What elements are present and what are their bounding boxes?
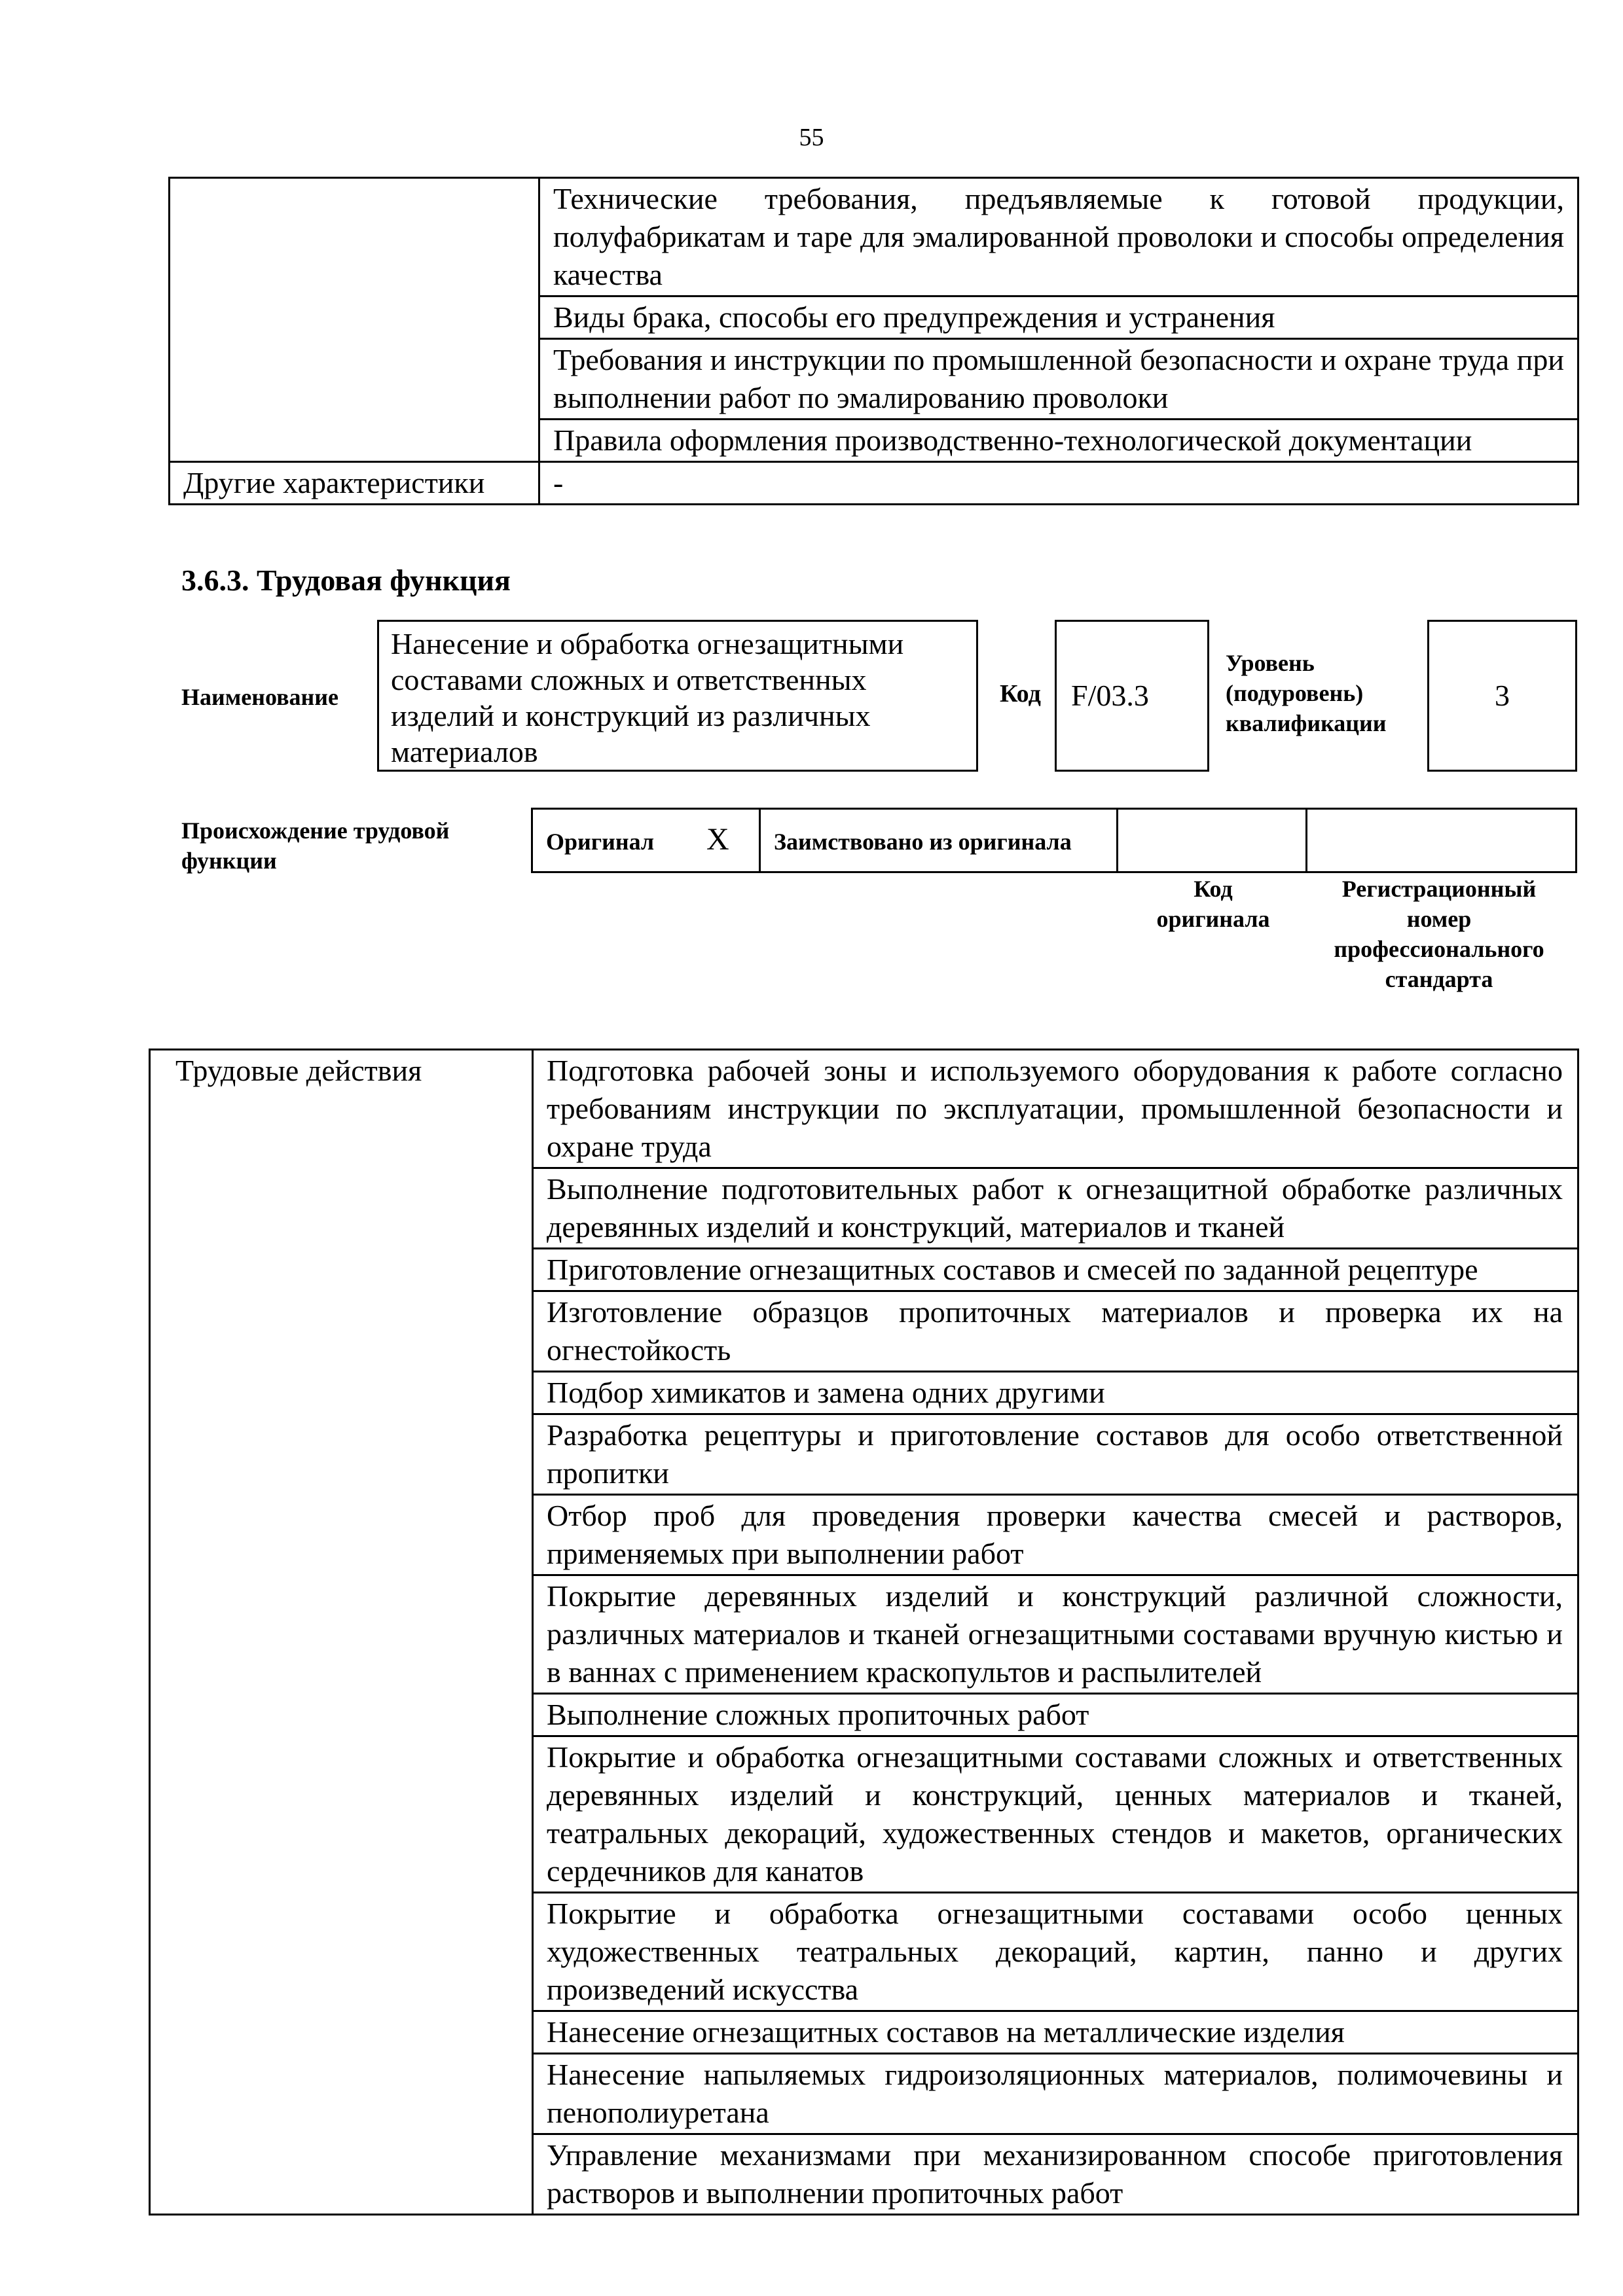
labor-action-item: Покрытие деревянных изделий и конструкций различной сложности, различных материалов и тканей огнезащитными составами вручную кистью и в ваннах с применением краскопультов и распылителей [533, 1575, 1578, 1694]
reg-number-caption: Регистрационный номер профессионального стандарта [1334, 876, 1544, 992]
other-characteristics-value: - [539, 462, 1578, 505]
labor-action-item: Выполнение подготовительных работ к огнезащитной обработке различных деревянных изделий и конструкций, материалов и тканей [533, 1168, 1578, 1249]
other-characteristics-label: Другие характеристики [170, 462, 539, 505]
labor-action-item: Управление механизмами при механизированном способе приготовления растворов и выполнении пропиточных работ [533, 2134, 1578, 2215]
labor-actions-table [149, 1049, 1579, 2215]
labor-action-item: Отбор проб для проведения проверки качества смесей и растворов, применяемых при выполнении работ [533, 1495, 1578, 1575]
knowledge-label-cell [170, 178, 539, 462]
origin-row [531, 808, 1577, 873]
function-name-box: Нанесение и обработка огнезащитными составами сложных и ответственных изделий и конструкций из различных материалов [377, 620, 978, 772]
qualification-level-box: 3 [1427, 620, 1577, 772]
page-number: 55 [799, 124, 824, 151]
labor-actions-label: Трудовые действия [150, 1050, 533, 2215]
section-heading: 3.6.3. Трудовая функция [181, 564, 511, 597]
labor-action-item: Изготовление образцов пропиточных материалов и проверка их на огнестойкость [533, 1291, 1578, 1372]
function-code-box: F/03.3 [1055, 620, 1209, 772]
labor-action-item: Подготовка рабочей зоны и используемого оборудования к работе согласно требованиям инструкции по эксплуатации, промышленной безопасности и охране труда [533, 1050, 1578, 1168]
original-mark: X [706, 822, 729, 857]
origin-label: Происхождение трудовой функции [181, 817, 450, 874]
knowledge-item: Технические требования, предъявляемые к готовой продукции, полуфабрикатам и таре для эмалированной проволоки и способы определения качества [539, 178, 1578, 296]
borrowed-label: Заимствовано из оригинала [774, 829, 1072, 855]
borrowed-cell [761, 810, 1118, 871]
labor-action-item: Разработка рецептуры и приготовление составов для особо ответственной пропитки [533, 1414, 1578, 1495]
original-cell [533, 810, 761, 871]
knowledge-item: Виды брака, способы его предупреждения и устранения [539, 296, 1578, 339]
code-label: Код [1000, 680, 1041, 708]
labor-action-item: Нанесение напыляемых гидроизоляционных материалов, полимочевины и пенополиуретана [533, 2054, 1578, 2134]
labor-action-item: Выполнение сложных пропиточных работ [533, 1694, 1578, 1736]
labor-action-item: Покрытие и обработка огнезащитными составами особо ценных художественных театральных декораций, картин, панно и других произведений искусства [533, 1893, 1578, 2011]
level-label: Уровень (подуровень) квалификации [1226, 650, 1387, 736]
original-label: Оригинал [546, 829, 655, 855]
code-original-caption: Код оригинала [1156, 876, 1270, 932]
knowledge-item: Требования и инструкции по промышленной безопасности и охране труда при выполнении работ по эмалированию проволоки [539, 339, 1578, 420]
knowledge-item: Правила оформления производственно-технологической документации [539, 420, 1578, 462]
labor-action-item: Приготовление огнезащитных составов и смесей по заданной рецептуре [533, 1249, 1578, 1291]
name-label: Наименование [181, 684, 338, 710]
knowledge-table [168, 177, 1579, 505]
labor-action-item: Подбор химикатов и замена одних другими [533, 1372, 1578, 1414]
labor-action-item: Покрытие и обработка огнезащитными составами сложных и ответственных деревянных изделий и конструкций, ценных материалов и тканей, театральных декораций, художественных стендов и макетов, органических сердечников для канатов [533, 1736, 1578, 1893]
original-code-cell [1118, 810, 1307, 871]
labor-action-item: Нанесение огнезащитных составов на металлические изделия [533, 2011, 1578, 2054]
